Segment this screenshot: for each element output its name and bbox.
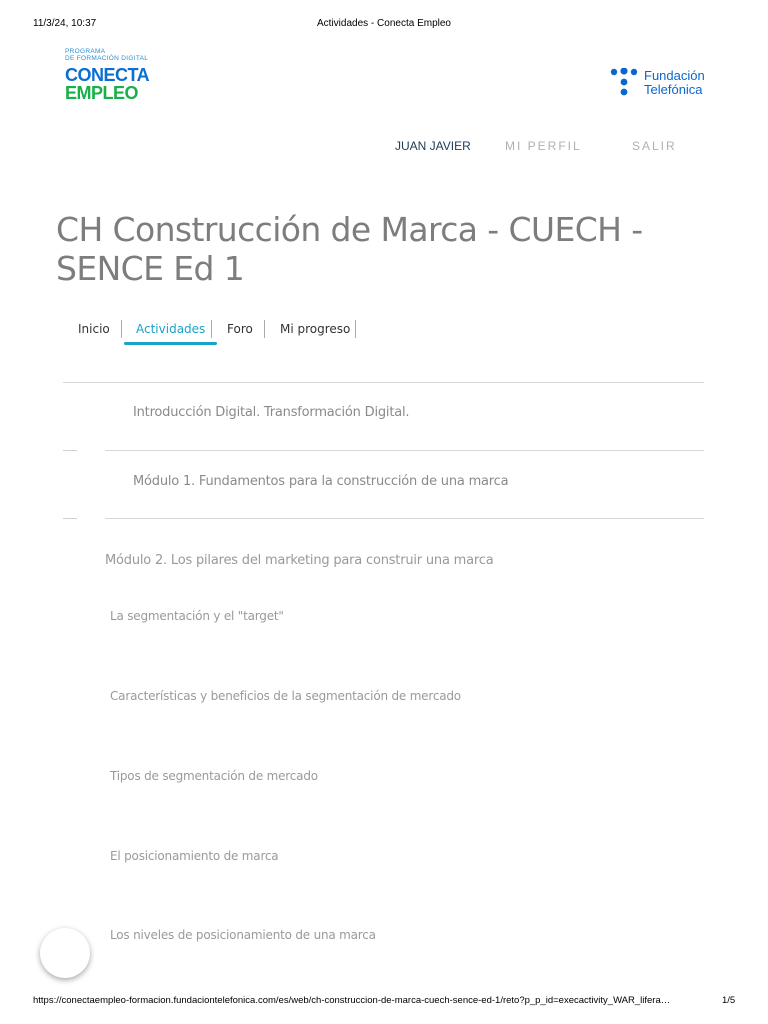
print-footer bbox=[0, 995, 768, 1009]
logo-word-conecta: CONECTA bbox=[65, 65, 150, 85]
lesson-item[interactable]: La segmentación y el "target" bbox=[110, 609, 284, 623]
logout-link[interactable]: SALIR bbox=[632, 139, 677, 153]
divider-tick bbox=[63, 450, 77, 451]
divider bbox=[105, 450, 704, 451]
print-header bbox=[0, 18, 768, 32]
lesson-item[interactable]: Los niveles de posicionamiento de una marca bbox=[110, 928, 376, 942]
lesson-item[interactable]: El posicionamiento de marca bbox=[110, 849, 279, 863]
print-datetime: 11/3/24, 10:37 bbox=[33, 18, 97, 29]
tab-actividades[interactable]: Actividades bbox=[136, 320, 205, 346]
lesson-item[interactable]: Tipos de segmentación de mercado bbox=[110, 769, 318, 783]
tab-separator bbox=[264, 320, 265, 338]
logo-telefonica-text: Telefónica bbox=[644, 82, 703, 97]
divider bbox=[105, 518, 704, 519]
print-page-number: 1/5 bbox=[722, 995, 736, 1006]
tab-inicio[interactable]: Inicio bbox=[78, 322, 110, 336]
divider-tick bbox=[63, 518, 77, 519]
conecta-empleo-logo[interactable] bbox=[65, 48, 149, 102]
tab-separator bbox=[355, 320, 356, 338]
user-name-link[interactable]: JUAN JAVIER bbox=[395, 139, 471, 153]
divider bbox=[63, 382, 704, 383]
tab-foro[interactable]: Foro bbox=[227, 322, 253, 336]
course-tabs bbox=[0, 320, 768, 346]
module-1[interactable]: Módulo 1. Fundamentos para la construcción de una marca bbox=[133, 474, 509, 489]
logo-word-empleo: EMPLEO bbox=[65, 83, 139, 103]
floating-action-button[interactable] bbox=[40, 928, 90, 978]
tab-mi-progreso[interactable]: Mi progreso bbox=[280, 322, 351, 336]
lesson-item[interactable]: Características y beneficios de la segmentación de mercado bbox=[110, 689, 461, 703]
dots-logo-icon bbox=[610, 68, 640, 98]
module-intro[interactable]: Introducción Digital. Transformación Digital. bbox=[133, 405, 410, 420]
module-2[interactable]: Módulo 2. Los pilares del marketing para construir una marca bbox=[105, 553, 494, 568]
top-navigation bbox=[0, 139, 768, 155]
logo-training-line: DE FORMACIÓN DIGITAL bbox=[65, 55, 149, 62]
logo-fundacion-text: Fundación bbox=[644, 68, 705, 83]
course-title: CH Construcción de Marca - CUECH - SENCE Ed 1 bbox=[56, 210, 643, 288]
profile-link[interactable]: MI PERFIL bbox=[505, 139, 582, 153]
logo-program-line: PROGRAMA bbox=[65, 48, 106, 55]
print-page-title: Actividades - Conecta Empleo bbox=[317, 18, 451, 29]
tab-separator bbox=[211, 320, 212, 338]
tab-separator bbox=[121, 320, 122, 338]
print-url: https://conectaempleo-formacion.fundaciontelefonica.com/es/web/ch-construccion-de-marca-cuech-sence-ed-1/reto?p_p_id=execactivity_WAR_lifera… bbox=[33, 995, 671, 1006]
